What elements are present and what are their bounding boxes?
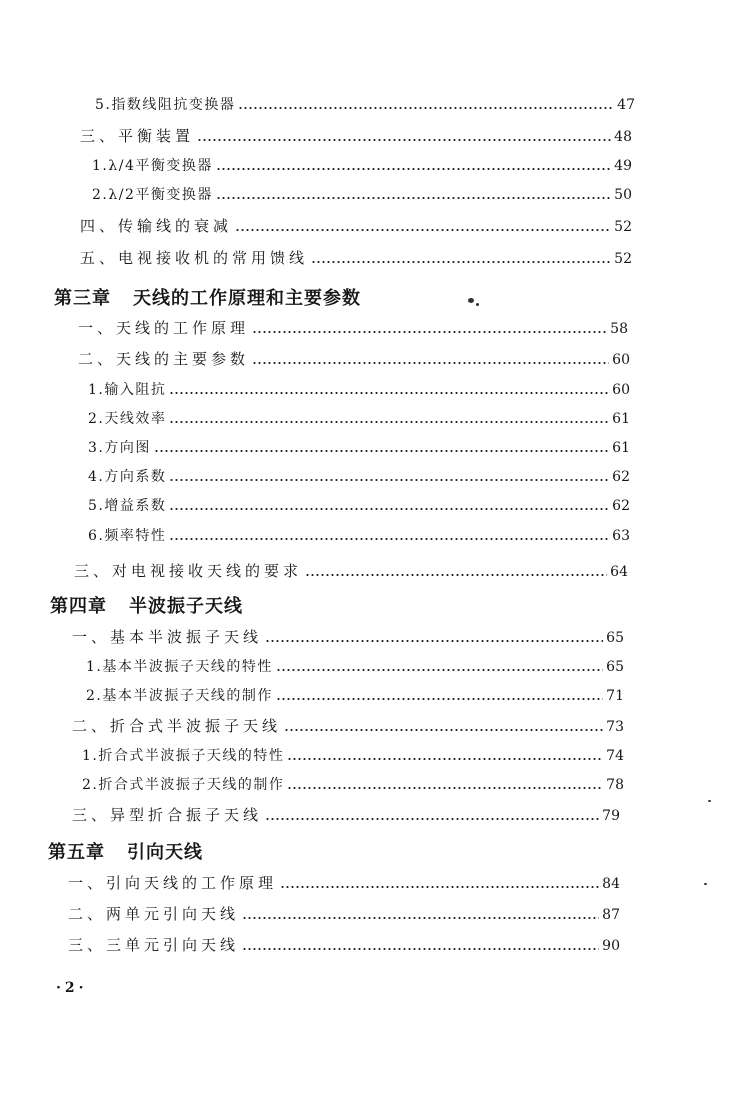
scan-speck [468,298,474,303]
toc-leader [154,450,609,452]
toc-entry [74,561,628,582]
toc-entry-title: 二、天线的主要参数 [78,350,250,368]
toc-entry [68,935,620,956]
toc-entry [88,438,630,458]
toc-entry-title: 三、三单元引向天线 [68,936,240,954]
toc-entry-page: 64 [610,564,628,580]
toc-entry-page: 50 [614,187,632,203]
chapter-title: 引向天线 [127,842,203,863]
toc-entry-page: 58 [610,321,628,337]
toc-entry-title: 1.基本半波振子天线的特性 [86,659,273,675]
toc-entry-title: 一、引向天线的工作原理 [68,874,278,892]
chapter-number: 第五章 [48,842,105,863]
toc-entry-title: 五、电视接收机的常用馈线 [80,249,309,267]
toc-leader [311,261,611,263]
toc-leader [265,640,603,642]
toc-entry-page: 65 [606,659,624,675]
toc-entry-title: 二、两单元引向天线 [68,905,240,923]
scan-speck [708,800,711,802]
toc-entry-page: 65 [606,630,624,646]
toc-entry [78,349,630,370]
toc-leader [235,229,611,231]
scan-speck [476,303,479,306]
toc-entry-title: 2.折合式半波振子天线的制作 [82,777,285,793]
toc-entry-title: 1.输入阻抗 [88,382,167,398]
chapter-number: 第三章 [54,288,111,309]
toc-entry-title: 一、基本半波振子天线 [72,628,263,646]
page-number: ·2· [56,980,88,996]
toc-entry-page: 62 [612,469,630,485]
toc-entry-page: 52 [614,251,632,267]
toc-entry-page: 78 [606,777,624,793]
toc-entry-title: 二、折合式半波振子天线 [72,717,282,735]
toc-entry [72,805,620,826]
chapter-heading [54,284,361,310]
toc-entry-page: 60 [612,382,630,398]
toc-entry-title: 三、对电视接收天线的要求 [74,562,303,580]
toc-entry-title: 4.方向系数 [88,469,167,485]
chapter-heading [48,838,203,864]
toc-leader [197,139,611,141]
toc-leader [169,538,609,540]
scan-speck [704,883,707,885]
toc-leader [305,574,607,576]
toc-entry [78,318,628,339]
toc-entry-title: 三、异型折合振子天线 [72,806,263,824]
toc-entry-title: 5.指数线阻抗变换器 [95,97,236,113]
toc-entry [72,627,624,648]
toc-entry [95,95,635,115]
toc-entry-page: 87 [602,907,620,923]
toc-entry-page: 62 [612,498,630,514]
toc-entry-title: 2.天线效率 [88,411,167,427]
toc-entry-page: 63 [612,528,630,544]
toc-leader [276,698,603,700]
toc-entry-page: 52 [614,219,632,235]
toc-leader [169,479,609,481]
toc-entry-title: 三、平衡装置 [80,127,195,145]
toc-entry [88,380,630,400]
toc-entry-title: 四、传输线的衰减 [80,217,233,235]
toc-leader [287,758,603,760]
toc-leader [252,331,607,333]
toc-entry-page: 71 [606,688,624,704]
toc-entry [80,126,632,147]
toc-entry [88,496,630,516]
toc-entry [88,526,630,546]
toc-leader [238,107,614,109]
toc-entry-page: 90 [602,938,620,954]
toc-leader [265,818,599,820]
toc-leader [169,392,609,394]
toc-entry [92,156,632,176]
toc-leader [242,948,599,950]
toc-leader [280,886,599,888]
toc-entry-page: 74 [606,748,624,764]
toc-entry-page: 79 [602,808,620,824]
toc-entry [72,716,624,737]
toc-entry-page: 61 [612,440,630,456]
toc-entry [88,467,630,487]
toc-entry-page: 61 [612,411,630,427]
toc-entry [68,904,620,925]
toc-entry [86,657,624,677]
toc-entry-page: 84 [602,876,620,892]
toc-entry [88,409,630,429]
chapter-number: 第四章 [50,596,107,617]
toc-entry [92,185,632,205]
chapter-heading [50,592,243,618]
toc-entry-title: 1.λ/4平衡变换器 [92,158,213,174]
toc-leader [287,787,603,789]
toc-entry-title: 1.折合式半波振子天线的特性 [82,748,285,764]
chapter-title: 半波振子天线 [129,596,243,617]
chapter-title: 天线的工作原理和主要参数 [133,288,361,309]
toc-leader [216,197,611,199]
toc-leader [169,421,609,423]
toc-entry-title: 3.方向图 [88,440,151,456]
toc-entry-page: 48 [614,129,632,145]
toc-leader [284,729,603,731]
toc-entry-title: 6.频率特性 [88,528,167,544]
toc-leader [169,508,609,510]
toc-entry-page: 47 [617,97,635,113]
toc-entry [68,873,620,894]
toc-leader [242,917,599,919]
toc-entry [80,216,632,237]
toc-entry [82,746,624,766]
toc-leader [252,362,609,364]
toc-entry-title: 一、天线的工作原理 [78,319,250,337]
toc-entry [82,775,624,795]
toc-entry [80,248,632,269]
toc-entry [86,686,624,706]
toc-leader [276,669,603,671]
toc-entry-page: 73 [606,719,624,735]
toc-entry-title: 2.基本半波振子天线的制作 [86,688,273,704]
toc-entry-page: 49 [614,158,632,174]
toc-entry-title: 5.增益系数 [88,498,167,514]
toc-leader [216,168,611,170]
toc-entry-title: 2.λ/2平衡变换器 [92,187,213,203]
toc-entry-page: 60 [612,352,630,368]
